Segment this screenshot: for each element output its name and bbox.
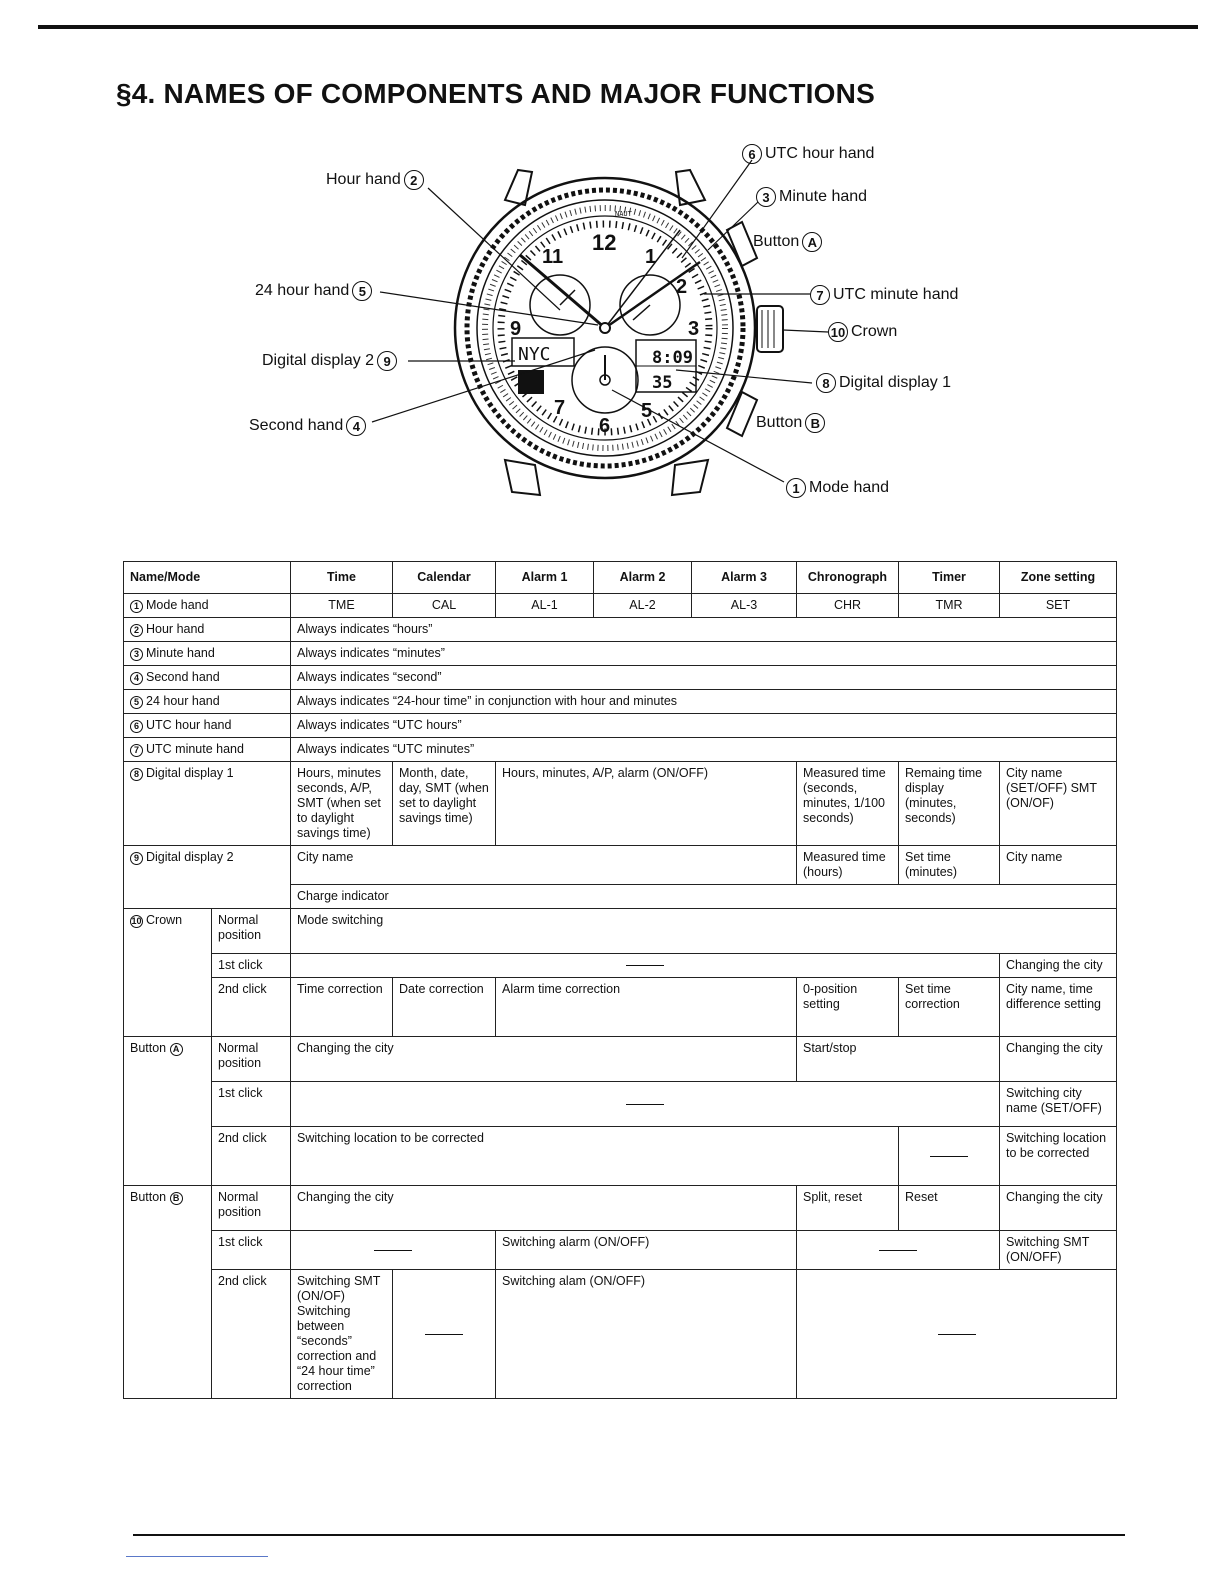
btna-click1-label: 1st click: [212, 1082, 291, 1127]
bottom-rule: [133, 1534, 1125, 1536]
lcd-city: NYC: [518, 344, 551, 365]
btna-normal-label: Normal position: [212, 1037, 291, 1082]
d1-chrono: Measured time (seconds, minutes, 1/100 seconds): [797, 762, 899, 846]
crown-click2-chrono: 0-position setting: [797, 978, 899, 1037]
lcd-seconds: 35: [652, 373, 673, 393]
label-utc-minute-hand: 7 UTC minute hand: [810, 285, 958, 305]
btna-click2-none: [899, 1127, 1000, 1186]
btnb-click1-label: 1st click: [212, 1231, 291, 1270]
header-zone-setting: Zone setting: [1000, 562, 1117, 594]
header-time: Time: [291, 562, 393, 594]
utc-hour-hand-desc: Always indicates “UTC hours”: [291, 714, 1117, 738]
dial-numeral-7: 7: [554, 397, 566, 419]
btna-click2: Switching location to be corrected: [291, 1127, 899, 1186]
row-button-a-1st: [124, 1082, 1117, 1127]
mode-hand-name: 1 Mode hand: [124, 594, 291, 618]
row-button-a-normal: Button A Normal position Changing the city Start/stop Changing the city: [124, 1037, 1117, 1082]
crown-click2-time: Time correction: [291, 978, 393, 1037]
dial-numeral-1: 1: [645, 246, 657, 268]
label-24-hour-hand: 24 hour hand 5: [255, 281, 372, 301]
d1-zone: City name (SET/OFF) SMT (ON/OF): [1000, 762, 1117, 846]
crown-normal-label: Normal position: [212, 909, 291, 954]
crown-click2-zone: City name, time difference setting: [1000, 978, 1117, 1037]
watch-illustration: [0, 130, 1224, 510]
mode-value: TME: [291, 594, 393, 618]
utc-minute-hand-desc: Always indicates “UTC minutes”: [291, 738, 1117, 762]
lcd-time: 8:09: [652, 348, 693, 368]
row-utc-minute-hand: 7 UTC minute hand Always indicates “UTC minutes”: [124, 738, 1117, 762]
page-title: §4. NAMES OF COMPONENTS AND MAJOR FUNCTIONS: [116, 78, 875, 109]
d2-city: City name: [291, 846, 797, 885]
btna-normal-zone: Changing the city: [1000, 1037, 1117, 1082]
btnb-normal-zone: Changing the city: [1000, 1186, 1117, 1231]
row-crown-1st: [124, 954, 1117, 978]
header-chronograph: Chronograph: [797, 562, 899, 594]
btnb-click2-none: [393, 1270, 496, 1399]
mode-value: AL-2: [594, 594, 692, 618]
label-mode-hand: 1 Mode hand: [786, 478, 889, 498]
row-button-b-2nd: [124, 1270, 1117, 1399]
label-minute-hand: 3 Minute hand: [756, 187, 867, 207]
mode-value: CAL: [393, 594, 496, 618]
row-button-b-normal: Button B Normal position Changing the city Split, reset Reset Changing the city: [124, 1186, 1117, 1231]
btnb-click1-none-2: [797, 1231, 1000, 1270]
btna-click1-zone: Switching city name (SET/OFF): [1000, 1082, 1117, 1127]
second-hand-desc: Always indicates “second”: [291, 666, 1117, 690]
crown-click1-label: 1st click: [212, 954, 291, 978]
row-digital-display-2: 9 Digital display 2 City name Measured time (hours) Set time (minutes) City name: [124, 846, 1117, 885]
label-digital-display-1: 8 Digital display 1: [816, 373, 951, 393]
row-crown-normal: 10 Crown Normal position Mode switching: [124, 909, 1117, 954]
btnb-click1-none: [291, 1231, 496, 1270]
btna-click2-label: 2nd click: [212, 1127, 291, 1186]
label-digital-display-2: Digital display 2 9: [262, 351, 397, 371]
header-alarm1: Alarm 1: [496, 562, 594, 594]
dial-numeral-2: 2: [676, 276, 688, 298]
btna-normal: Changing the city: [291, 1037, 797, 1082]
btnb-normal: Changing the city: [291, 1186, 797, 1231]
label-crown: 10 Crown: [828, 322, 897, 342]
btnb-normal-chrono: Split, reset: [797, 1186, 899, 1231]
crown-click2-alarm: Alarm time correction: [496, 978, 797, 1037]
btnb-normal-label: Normal position: [212, 1186, 291, 1231]
d1-timer: Remaing time display (minutes, seconds): [899, 762, 1000, 846]
dial-numeral-12: 12: [592, 230, 617, 255]
dial-numeral-11: 11: [542, 246, 564, 268]
crown-click1-none: [291, 954, 1000, 978]
dial-numeral-9: 9: [510, 318, 522, 340]
functions-table: [123, 561, 1116, 1399]
watch-diagram: [0, 130, 1224, 510]
top-rule: [38, 25, 1198, 29]
row-crown-2nd: [124, 978, 1117, 1037]
btnb-click2-none-2: [797, 1270, 1117, 1399]
row-second-hand: 4 Second hand Always indicates “second”: [124, 666, 1117, 690]
d2-zone: City name: [1000, 846, 1117, 885]
label-second-hand: Second hand 4: [249, 416, 366, 436]
btnb-click2-label: 2nd click: [212, 1270, 291, 1399]
btna-click2-zone: Switching location to be corrected: [1000, 1127, 1117, 1186]
header-alarm3: Alarm 3: [692, 562, 797, 594]
row-button-a-2nd: [124, 1127, 1117, 1186]
crown-click1-zone: Changing the city: [1000, 954, 1117, 978]
label-button-a: Button A: [753, 232, 822, 252]
header-name-mode: Name/Mode: [124, 562, 291, 594]
mode-value: SET: [1000, 594, 1117, 618]
header-alarm2: Alarm 2: [594, 562, 692, 594]
d2-timer: Set time (minutes): [899, 846, 1000, 885]
header-row: [124, 562, 1117, 594]
crown-click2-timer: Set time correction: [899, 978, 1000, 1037]
header-timer: Timer: [899, 562, 1000, 594]
dial-numeral-6: 6: [599, 415, 611, 437]
row-digital-display-1: 8 Digital display 1 Hours, minutes seconds, A/P, SMT (when set to daylight savings time) Month, date, day, SMT (when set to daylight savings time) Hours, minutes, A/P, alarm (ON/OFF) Measured time (seconds, minutes, 1/100 seconds) Remaing time display (minutes, seconds) City name (SET/OFF) SMT (ON/OF): [124, 762, 1117, 846]
dial-numeral-5: 5: [641, 400, 653, 422]
btna-normal-chrono: Start/stop: [797, 1037, 1000, 1082]
label-utc-hour-hand: 6 UTC hour hand: [742, 144, 874, 164]
btnb-click1-alarm: Switching alarm (ON/OFF): [496, 1231, 797, 1270]
row-utc-hour-hand: 6 UTC hour hand Always indicates “UTC hours”: [124, 714, 1117, 738]
24-hour-hand-desc: Always indicates “24-hour time” in conjunction with hour and minutes: [291, 690, 1117, 714]
header-calendar: Calendar: [393, 562, 496, 594]
row-button-b-1st: [124, 1231, 1117, 1270]
crown-normal: Mode switching: [291, 909, 1117, 954]
mode-value: TMR: [899, 594, 1000, 618]
row-minute-hand: 3 Minute hand Always indicates “minutes”: [124, 642, 1117, 666]
minute-hand-desc: Always indicates “minutes”: [291, 642, 1117, 666]
d1-alarm: Hours, minutes, A/P, alarm (ON/OFF): [496, 762, 797, 846]
d2-charge: Charge indicator: [291, 885, 1117, 909]
btnb-click2-alarm: Switching alam (ON/OFF): [496, 1270, 797, 1399]
d1-time: Hours, minutes seconds, A/P, SMT (when set to daylight savings time): [291, 762, 393, 846]
bottom-mark: [126, 1556, 268, 1557]
btna-click1-none: [291, 1082, 1000, 1127]
bezel-text: NAUT: [615, 210, 632, 218]
btnb-normal-timer: Reset: [899, 1186, 1000, 1231]
btnb-click2-time: Switching SMT (ON/OF) Switching between “seconds” correction and “24 hour time” correction: [291, 1270, 393, 1399]
btnb-click1-zone: Switching SMT (ON/OFF): [1000, 1231, 1117, 1270]
crown-click2-label: 2nd click: [212, 978, 291, 1037]
row-hour-hand: 2 Hour hand Always indicates “hours”: [124, 618, 1117, 642]
d1-calendar: Month, date, day, SMT (when set to daylight savings time): [393, 762, 496, 846]
dial-numeral-3: 3: [688, 318, 700, 340]
hour-hand-desc: Always indicates “hours”: [291, 618, 1117, 642]
d2-chrono: Measured time (hours): [797, 846, 899, 885]
row-24-hour-hand: 5 24 hour hand Always indicates “24-hour time” in conjunction with hour and minutes: [124, 690, 1117, 714]
label-hour-hand: Hour hand 2: [326, 170, 424, 190]
row-mode-hand: [124, 594, 1117, 618]
mode-value: AL-3: [692, 594, 797, 618]
label-button-b: Button B: [756, 413, 825, 433]
mode-value: AL-1: [496, 594, 594, 618]
mode-value: CHR: [797, 594, 899, 618]
crown-click2-cal: Date correction: [393, 978, 496, 1037]
